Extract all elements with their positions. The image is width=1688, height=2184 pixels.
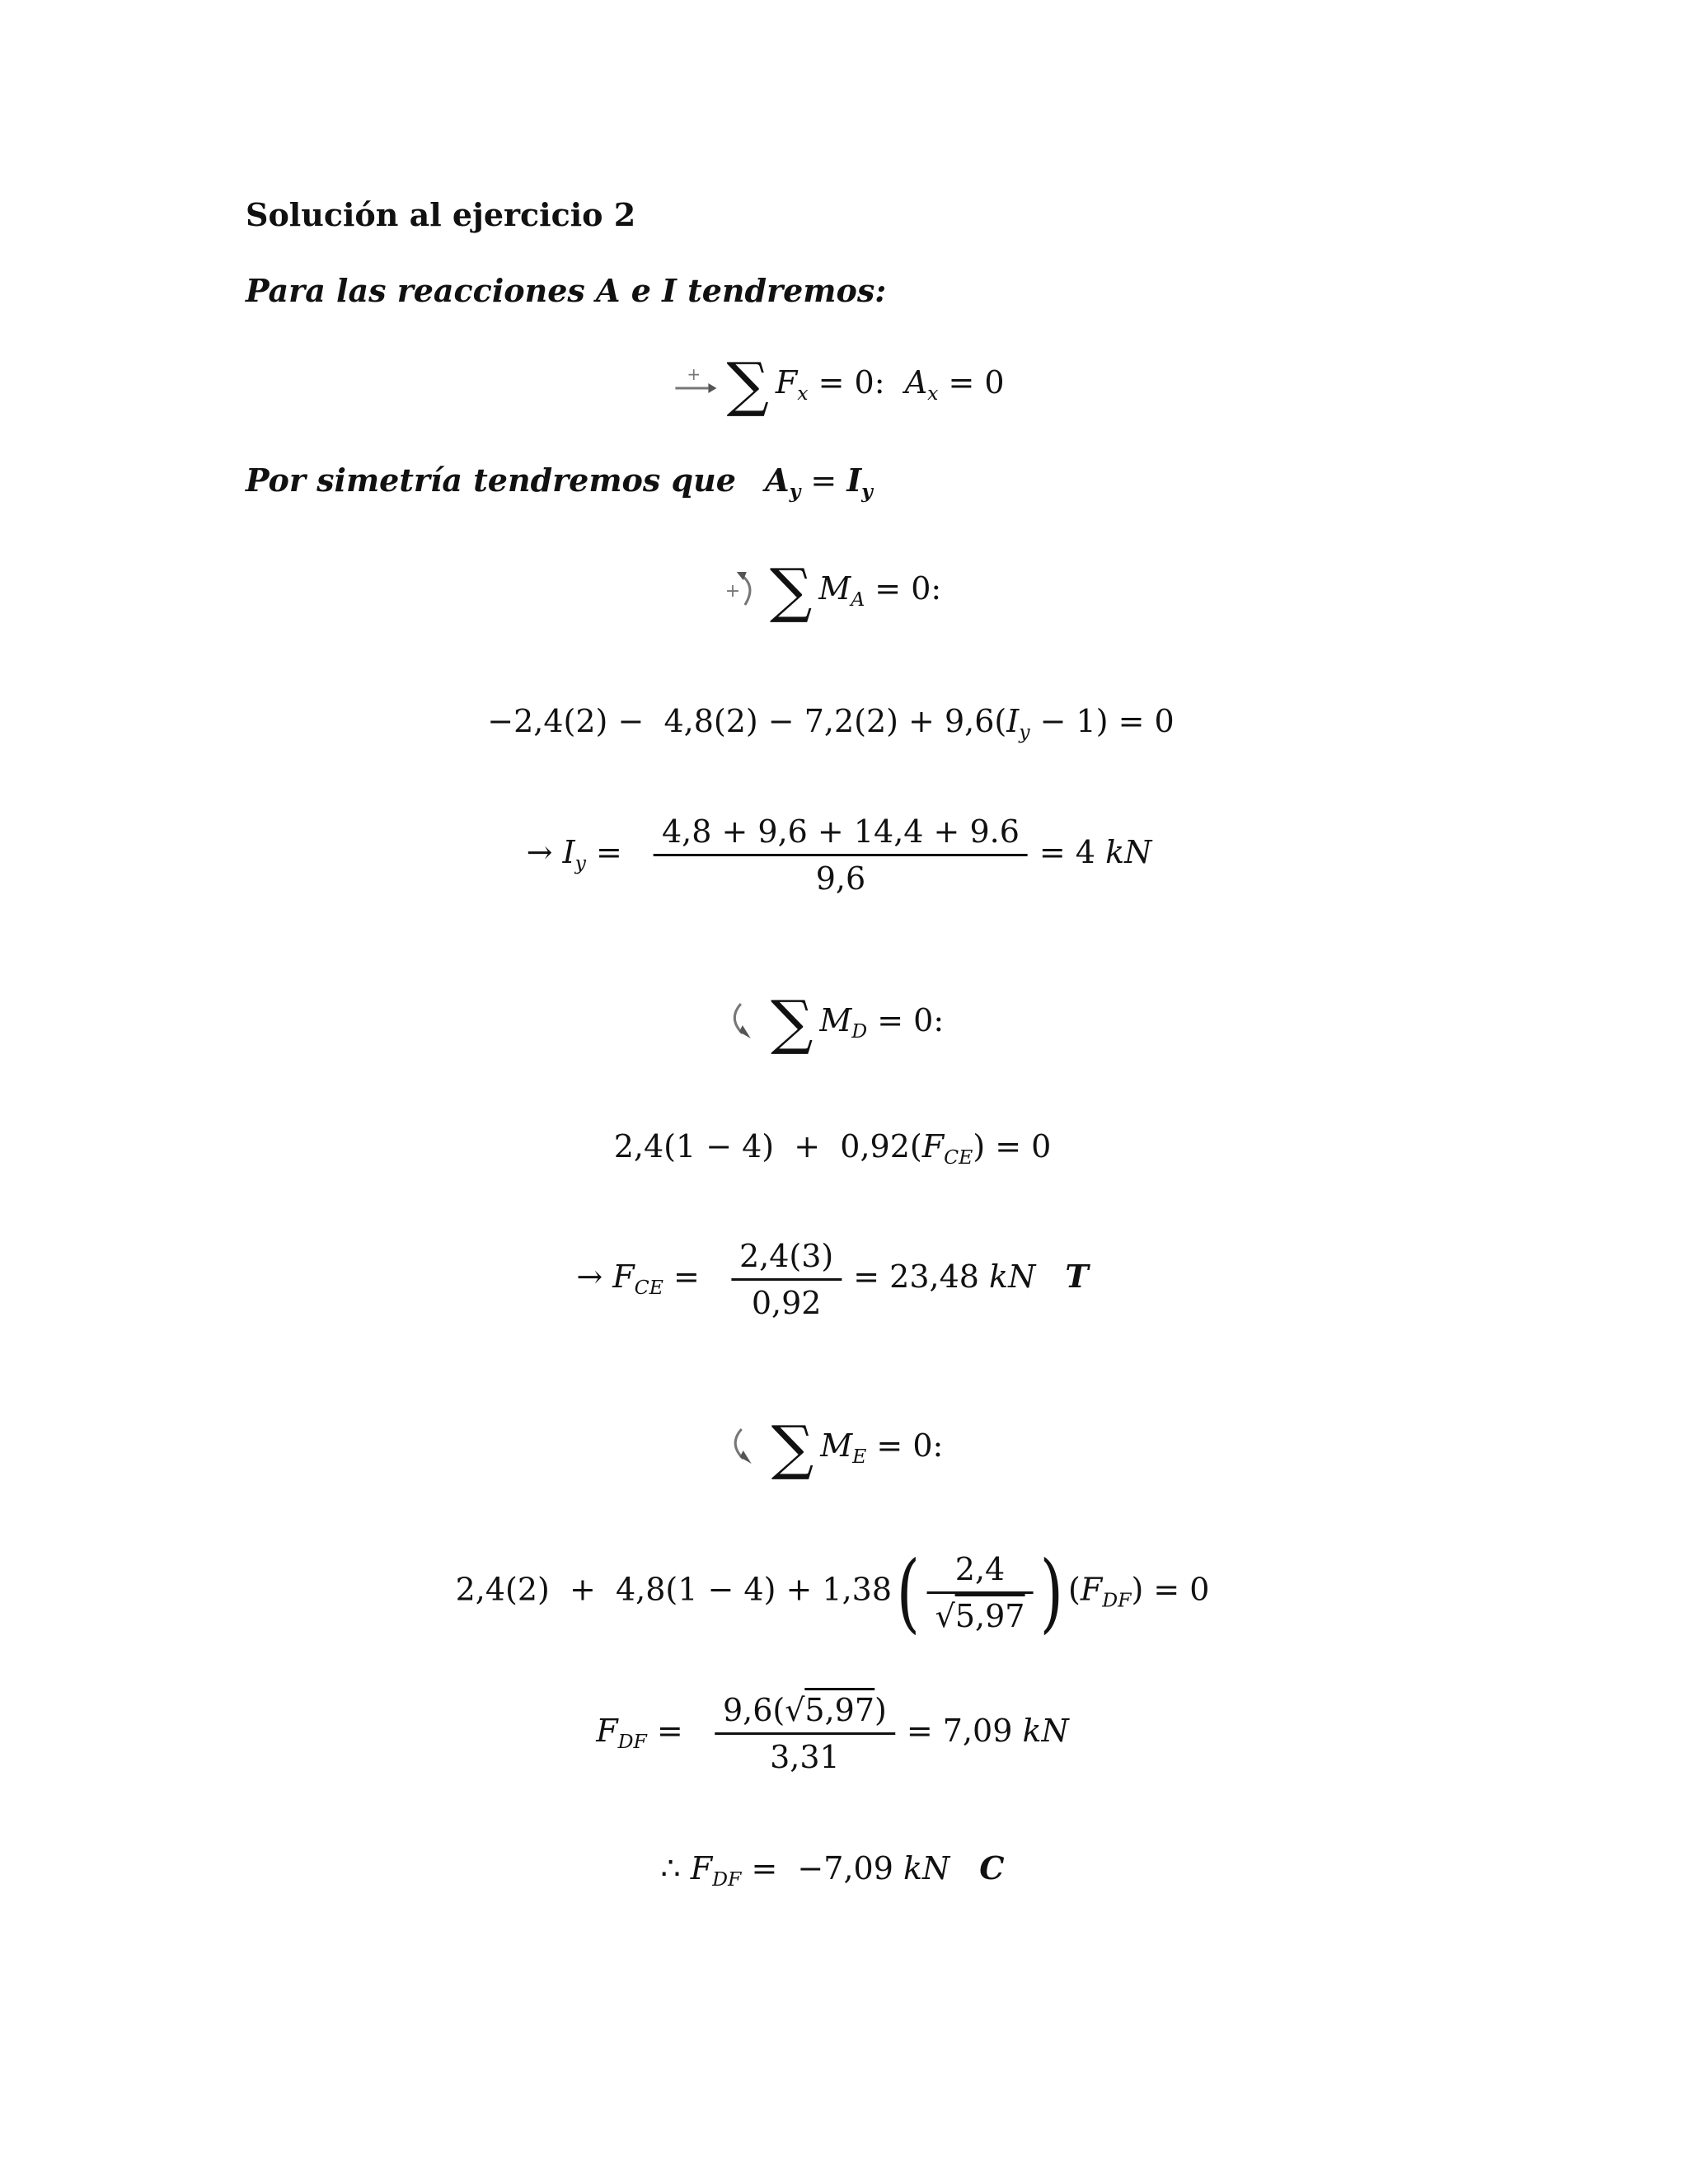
sigma-symbol: ∑: [770, 987, 814, 1057]
tension-tag: T: [1065, 1258, 1089, 1295]
fraction: $\frac{4,8 + 9,6 + 14,4 + 9.6}{9,6}$: [654, 816, 1028, 894]
fraction: $\frac{2,4}{√5,97}$: [927, 1554, 1034, 1632]
sigma-symbol: ∑: [771, 1413, 814, 1482]
positive-right-arrow-icon: [673, 367, 716, 405]
sigma-symbol: ∑: [726, 349, 769, 419]
clockwise-moment-icon: [729, 1426, 762, 1472]
sigma-symbol: ∑: [769, 555, 813, 625]
svg-text:+: +: [687, 366, 701, 384]
intro-text: Para las reacciones A e I tendremos:: [246, 272, 887, 309]
fraction: $\frac{2,4(3)}{0,92}$: [731, 1240, 842, 1319]
equation-sum-ma: + ∑ $M_A = 0$:: [724, 555, 942, 625]
symmetry-statement: Por simetría tendremos que $A_y = I_y$: [246, 462, 873, 504]
svg-text:+: +: [724, 580, 741, 602]
compression-tag: C: [979, 1849, 1005, 1886]
equation-fdf-result: $F_{DF}$ = $\frac{9,6(√5,97)}{3,31}$ = 7,09 kN: [596, 1694, 1069, 1773]
clockwise-moment-icon: [728, 1001, 761, 1047]
fraction: $\frac{9,6(√5,97)}{3,31}$: [715, 1694, 895, 1773]
equation-sum-fx: + ∑ $F_x = 0$: $A_x = 0$: [673, 354, 1004, 414]
counterclockwise-moment-icon: [724, 569, 760, 615]
equation-moment-d-expanded: $2,4(1 - 4) + 0,92(F_{CE}) = 0$: [613, 1128, 1052, 1169]
equation-moment-e-expanded: 2,4(2) + 4,8(1 − 4) + 1,38( $\frac{2,4}{√5,97}$ ) $(F_{DF}) = 0$: [455, 1542, 1210, 1643]
equation-sum-md: ∑ $M_D = 0$:: [728, 992, 944, 1052]
equation-moment-a-expanded: $-2,4(2) - 4,8(2) - 7,2(2) + 9,6(I_y - 1) = 0$: [487, 703, 1175, 744]
page-title: Solución al ejercicio 2: [246, 196, 636, 233]
equation-iy-result: → $I_y$ = $\frac{4,8 + 9,6 + 14,4 + 9.6}{9,6}$ = 4 kN: [526, 813, 1152, 897]
equation-sum-me: ∑ $M_E = 0$:: [729, 1418, 944, 1477]
equation-fdf-final: ∴ $F_{DF} = -7,09$ kN C: [660, 1849, 1005, 1891]
equation-fce-result: → $F_{CE}$ = $\frac{2,4(3)}{0,92}$ = 23,48 kN T: [576, 1238, 1089, 1321]
